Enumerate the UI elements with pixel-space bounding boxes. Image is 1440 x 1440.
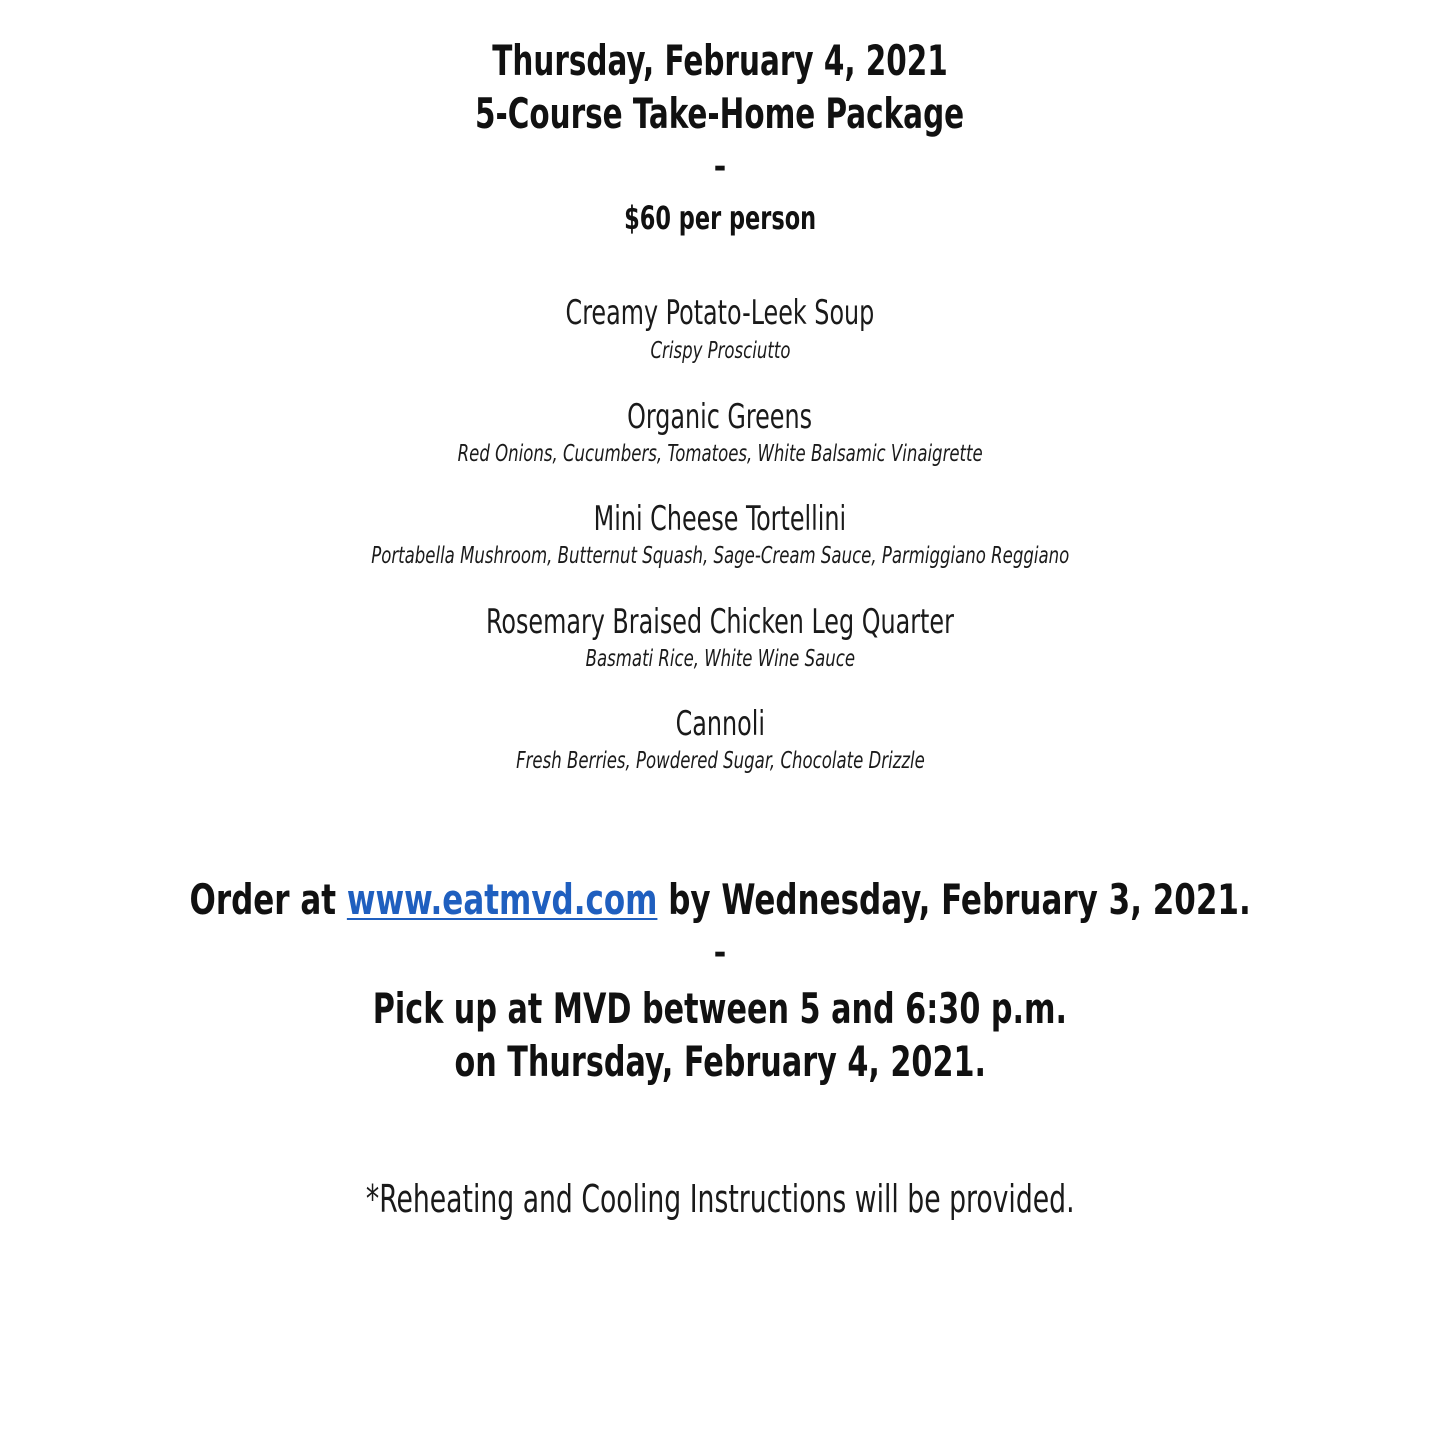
event-date-text: Thursday, February 4, 2021 (492, 36, 948, 85)
price-line (0, 199, 1440, 237)
course-name (0, 397, 1440, 437)
course-description (0, 443, 1440, 466)
pickup-date-text: on Thursday, February 4, 2021. (454, 1037, 986, 1086)
course-name (0, 704, 1440, 744)
course-name-text: Rosemary Braised Chicken Leg Quarter (486, 602, 954, 642)
order-deadline: by Wednesday, February 3, 2021. (657, 875, 1251, 924)
course-description (0, 340, 1440, 363)
course-description-text: Fresh Berries, Powdered Sugar, Chocolate Drizzle (515, 748, 925, 774)
event-date-heading (0, 36, 1440, 85)
reheating-note (0, 1177, 1440, 1221)
course-description-text: Basmati Rice, White Wine Sauce (585, 646, 855, 672)
course-name-text: Mini Cheese Tortellini (593, 499, 847, 539)
course-name-text: Creamy Potato-Leek Soup (565, 293, 875, 333)
course-name (0, 499, 1440, 539)
course-name (0, 293, 1440, 333)
order-separator: - (713, 933, 727, 973)
reheating-note-text: *Reheating and Cooling Instructions will be provided. (365, 1177, 1075, 1221)
order-instructions (0, 875, 1440, 924)
course-name-text: Organic Greens (627, 397, 813, 437)
course-description (0, 750, 1440, 773)
pickup-time-text: Pick up at MVD between 5 and 6:30 p.m. (372, 984, 1068, 1033)
course-name-text: Cannoli (675, 704, 765, 744)
order-prefix: Order at (189, 875, 347, 924)
header-separator: - (713, 147, 727, 187)
package-title-text: 5-Course Take-Home Package (475, 89, 965, 138)
order-website-link[interactable]: www.eatmvd.com (346, 875, 658, 924)
course-description (0, 545, 1440, 568)
package-title (0, 89, 1440, 138)
course-name (0, 602, 1440, 642)
course-description-text: Crispy Prosciutto (649, 338, 790, 364)
course-description-text: Portabella Mushroom, Butternut Squash, Sage-Cream Sauce, Parmiggiano Reggiano (370, 543, 1069, 569)
price-text: $60 per person (623, 199, 817, 237)
order-instructions-text (189, 875, 1251, 924)
pickup-time (0, 984, 1440, 1033)
course-description-text: Red Onions, Cucumbers, Tomatoes, White Balsamic Vinaigrette (457, 441, 983, 467)
course-description (0, 648, 1440, 671)
pickup-date (0, 1037, 1440, 1086)
